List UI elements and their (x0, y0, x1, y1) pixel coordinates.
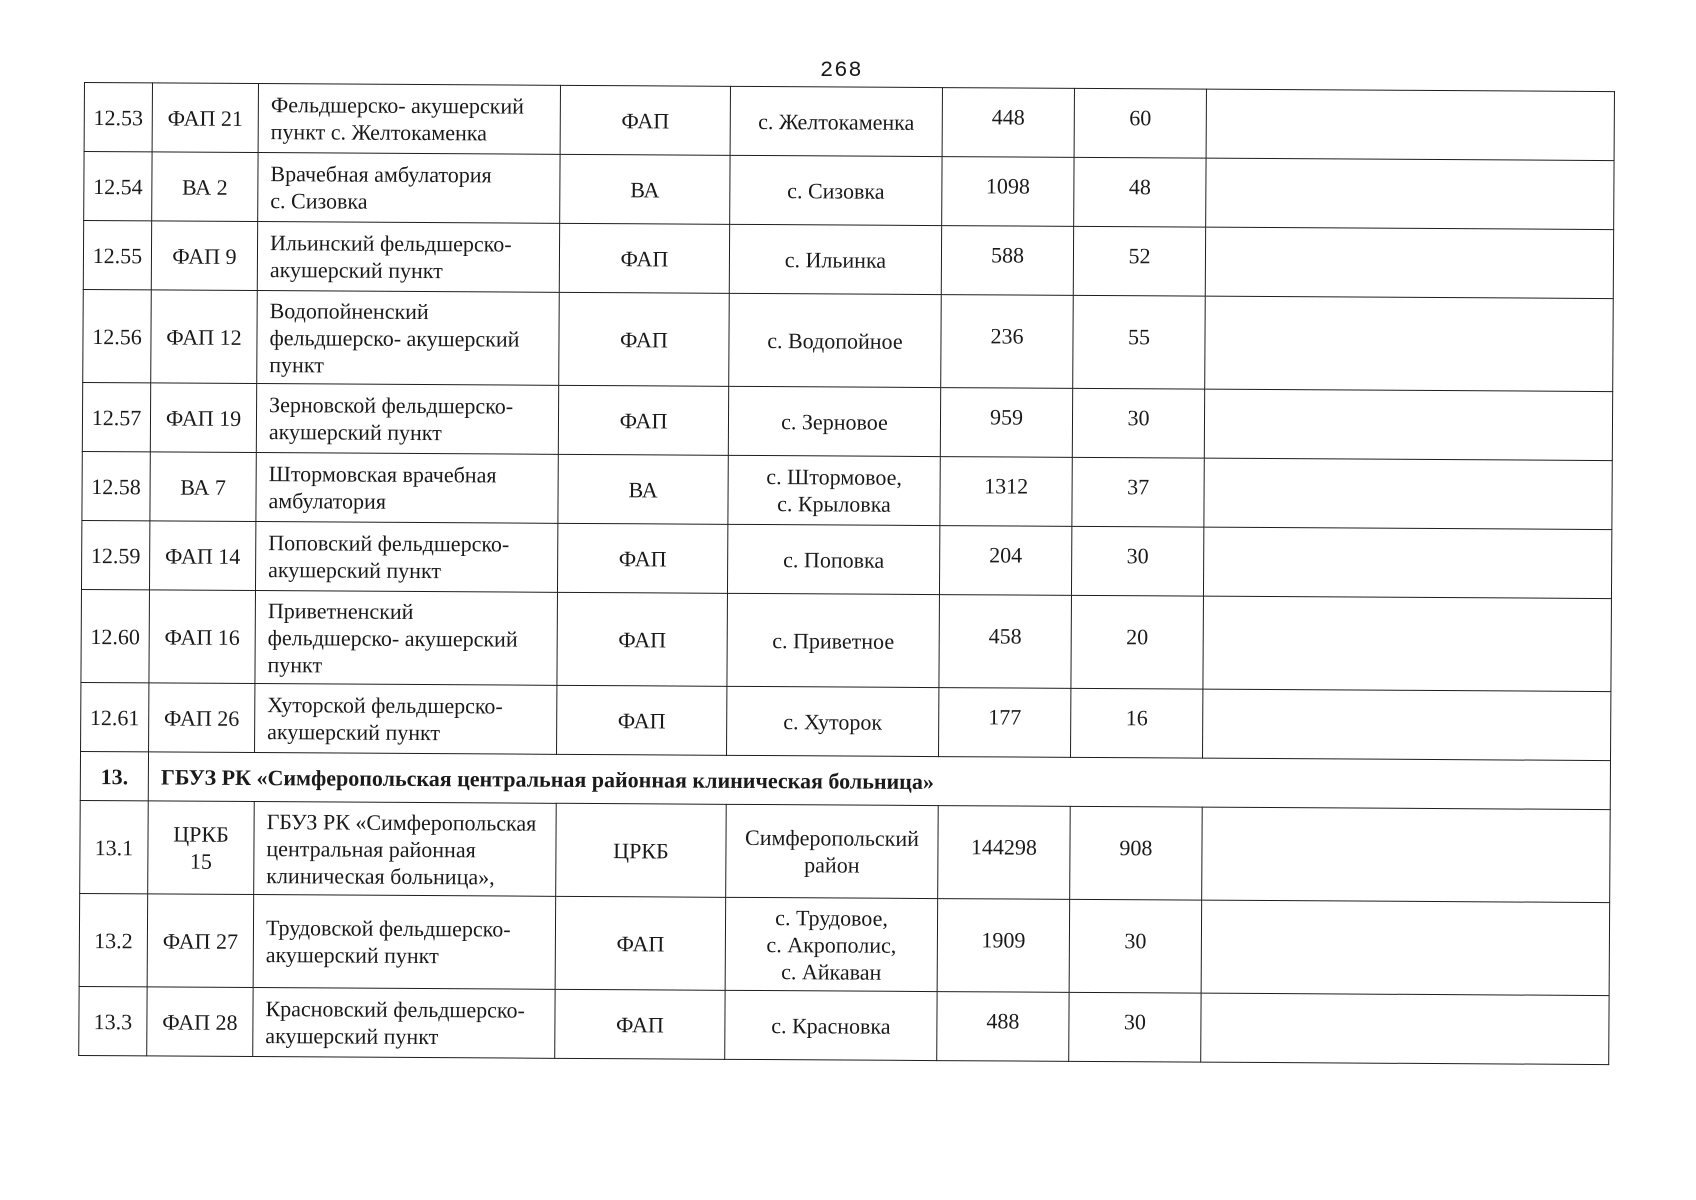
staff-count (1071, 595, 1204, 689)
staff-count-text: 16 (1125, 704, 1148, 730)
staff-count-text: 52 (1128, 242, 1151, 268)
table-row (79, 893, 1610, 995)
population (941, 295, 1074, 389)
facility-code-text: ФАП 16 (164, 623, 240, 650)
row-number (84, 152, 152, 221)
settlement (728, 455, 940, 525)
facility-code-text: ФАП 12 (166, 323, 242, 350)
settlement-line: с. Штормовое, (766, 464, 903, 490)
population-text: 488 (986, 1007, 1020, 1034)
facility-type-text: ФАП (619, 407, 668, 433)
population (937, 992, 1069, 1062)
settlement-line: с. Крыловка (777, 491, 891, 517)
facility-type (558, 454, 728, 524)
facility-code (152, 152, 258, 222)
row-number (79, 986, 147, 1055)
population (937, 899, 1070, 993)
facility-name-line: амбулатория (268, 488, 387, 514)
table-row (84, 152, 1614, 230)
settlement (729, 293, 942, 387)
facility-name-line: Водопойненский (269, 297, 429, 324)
facility-code (151, 290, 258, 384)
population-text: 448 (991, 103, 1025, 130)
facility-type (559, 223, 729, 293)
facility-type-text: ВА (630, 176, 660, 202)
facility-code (150, 452, 256, 522)
section-number-text: 13. (100, 763, 129, 789)
facility-name-line: Зерновской фельдшерско- (269, 392, 514, 419)
staff-count (1069, 992, 1201, 1062)
staff-count (1073, 295, 1206, 389)
note-cell (1205, 296, 1614, 391)
staff-count (1071, 688, 1203, 758)
staff-count (1071, 526, 1203, 596)
settlement-line: с. Красновка (771, 1012, 891, 1039)
facility-name-line: Поповский фельдшерско- (268, 530, 510, 557)
note-cell (1201, 993, 1609, 1064)
page-number: 268 (820, 58, 863, 83)
staff-count (1074, 157, 1206, 227)
facility-type-text: ФАП (621, 107, 670, 133)
settlement-line: с. Ильинка (784, 246, 887, 273)
row-number (81, 520, 149, 589)
row-number (82, 382, 150, 451)
facility-name-line: акушерский пункт (268, 557, 442, 584)
facility-name (255, 522, 557, 593)
facility-code (149, 521, 255, 591)
facility-name-line: акушерский пункт (265, 942, 439, 969)
facility-code (151, 221, 257, 291)
settlement-line: с. Водопойное (767, 327, 903, 354)
staff-count-text: 55 (1127, 323, 1151, 349)
row-number-text: 12.58 (91, 473, 141, 499)
facility-name (256, 384, 558, 455)
note-cell (1204, 389, 1612, 460)
facility-name-line: акушерский пункт (268, 419, 442, 446)
facility-type (557, 523, 727, 593)
settlement-line: с. Айкаван (781, 958, 882, 985)
staff-count (1072, 457, 1204, 527)
facility-type (555, 989, 725, 1059)
population-text: 959 (989, 403, 1024, 430)
facility-type-text: ФАП (618, 545, 667, 571)
note-cell (1201, 900, 1610, 995)
facility-name-line: пункт (269, 351, 324, 377)
row-number-text: 12.60 (90, 623, 141, 649)
population (939, 526, 1071, 596)
facility-type-text: ФАП (618, 626, 667, 652)
facility-code (148, 801, 255, 895)
note-cell (1203, 689, 1611, 760)
staff-count-text: 30 (1123, 1008, 1147, 1034)
facility-code-line: ФАП 28 (162, 1008, 238, 1035)
row-number (84, 83, 152, 152)
population-text: 1909 (981, 926, 1026, 953)
note-cell (1203, 596, 1612, 691)
facility-name (257, 291, 560, 386)
table-row (84, 83, 1614, 161)
settlement (729, 224, 941, 294)
note-cell (1206, 89, 1614, 160)
facility-name-line: Трудовской фельдшерско- (265, 915, 511, 942)
facility-code-text: ФАП 14 (164, 542, 241, 569)
settlement-line: с. Зерновое (781, 408, 888, 435)
settlement (725, 897, 938, 991)
row-number-text: 12.55 (92, 242, 143, 268)
settlement-line: с. Желтокаменка (758, 108, 915, 135)
facility-name-line: Красновский фельдшерско- (265, 996, 525, 1023)
section-title (148, 752, 1610, 810)
facility-type-text: ЦРКБ (613, 837, 669, 863)
row-number-text: 12.56 (92, 323, 142, 349)
row-number-text: 12.54 (93, 173, 143, 199)
row-number (81, 682, 149, 751)
facility-type (557, 685, 727, 755)
row-number (81, 589, 150, 682)
population (939, 688, 1071, 758)
row-number-text: 13.3 (93, 1008, 133, 1034)
table-body (79, 83, 1615, 1065)
settlement (727, 593, 940, 687)
facility-name-line: фельдшерско- акушерский (269, 324, 520, 352)
note-cell (1203, 527, 1611, 598)
facility-name-line: Хуторской фельдшерско- (267, 692, 503, 719)
staff-count (1069, 899, 1202, 993)
staff-count-text: 20 (1126, 623, 1149, 649)
row-number-text: 12.57 (91, 404, 142, 430)
table-row (79, 986, 1609, 1064)
facility-code (147, 987, 253, 1057)
facility-code-text: ФАП 21 (167, 104, 244, 131)
facility-type (558, 385, 728, 455)
facility-name-line: пункт (267, 651, 323, 677)
settlement (727, 524, 939, 594)
facilities-table (78, 82, 1615, 1065)
population-text: 204 (989, 541, 1023, 568)
facility-name (257, 222, 559, 293)
facility-name-line: акушерский пункт (267, 719, 441, 746)
facility-type-text: ФАП (615, 1011, 664, 1037)
facility-code-line: ФАП 27 (162, 927, 239, 954)
note-cell (1204, 458, 1612, 529)
facility-name (258, 84, 560, 155)
facility-name-line: Штормовская врачебная (268, 461, 497, 488)
population (939, 595, 1072, 689)
section-number (80, 751, 148, 800)
staff-count (1072, 388, 1204, 458)
facility-code (150, 383, 256, 453)
facility-type (555, 896, 726, 990)
row-number (82, 451, 150, 520)
population-text: 458 (988, 622, 1022, 649)
table-row (81, 520, 1611, 598)
facility-code-text: ФАП 26 (164, 704, 240, 731)
settlement (726, 804, 939, 898)
staff-count-text: 30 (1126, 542, 1149, 568)
table-row (83, 289, 1614, 391)
facility-name-line: акушерский пункт (269, 257, 443, 284)
settlement (727, 686, 939, 756)
facility-name (254, 802, 557, 897)
facility-type (559, 292, 730, 386)
table-row (80, 800, 1611, 902)
staff-count-text: 37 (1127, 473, 1150, 499)
row-number-text: 12.59 (90, 542, 141, 568)
settlement (725, 990, 937, 1060)
settlement-line: с. Трудовое, (775, 904, 888, 931)
settlement-line: с. Приветное (772, 627, 895, 654)
settlement-line: район (804, 852, 860, 878)
settlement (728, 386, 940, 456)
facility-name (253, 988, 555, 1059)
row-number (79, 893, 148, 986)
population (942, 88, 1074, 158)
facility-code-text: ВА 7 (180, 474, 227, 500)
staff-count-text: 30 (1127, 404, 1150, 430)
staff-count-text: 48 (1128, 173, 1151, 199)
facility-type (560, 85, 730, 155)
note-cell (1205, 227, 1613, 298)
facility-type-text: ФАП (616, 930, 665, 956)
facility-type-text: ФАП (620, 245, 669, 271)
facility-code (147, 894, 254, 988)
settlement-line: с. Поповка (783, 546, 885, 573)
staff-count (1074, 88, 1206, 158)
facility-name (258, 153, 560, 224)
facility-name-line: пункт с. Желтокаменка (270, 119, 487, 146)
facilities-table-wrap (78, 82, 1614, 1065)
facility-name-line: центральная районная (266, 835, 476, 862)
settlement-line: Симферопольский (745, 824, 920, 851)
population-text: 1312 (984, 472, 1029, 499)
row-number (83, 289, 152, 382)
facility-code (149, 683, 255, 753)
table-row (82, 451, 1612, 529)
settlement (730, 155, 942, 225)
settlement-line: с. Хуторок (783, 708, 883, 735)
settlement-line: с. Акрополис, (766, 931, 897, 958)
settlement-line: с. Сизовка (787, 177, 885, 204)
population-text: 236 (990, 322, 1024, 349)
facility-type (557, 592, 728, 686)
facility-code (149, 590, 256, 684)
facility-name-line: акушерский пункт (265, 1023, 439, 1050)
facility-code-line: 15 (189, 848, 212, 874)
population (941, 226, 1073, 296)
facility-name (255, 684, 557, 755)
population (940, 457, 1072, 527)
table-row (81, 682, 1611, 760)
facility-name-line: ГБУЗ РК «Симферопольская (266, 808, 537, 836)
table-row (81, 589, 1612, 691)
settlement (730, 86, 942, 156)
staff-count-text: 60 (1129, 104, 1152, 130)
table-row (82, 382, 1612, 460)
population (940, 388, 1072, 458)
note-cell (1206, 158, 1614, 229)
facility-name-line: Фельдшерско- акушерский (270, 92, 525, 119)
facility-code-text: ФАП 9 (172, 243, 237, 269)
staff-count-text: 30 (1124, 927, 1147, 953)
population-text: 1098 (985, 172, 1030, 199)
facility-type-text: ФАП (617, 707, 666, 733)
staff-count-text: 908 (1119, 834, 1153, 860)
population-text: 588 (990, 241, 1025, 268)
facility-type (560, 154, 730, 224)
row-number (83, 221, 151, 290)
facility-name-line: фельдшерско- акушерский (267, 624, 518, 652)
facility-name (256, 453, 558, 524)
staff-count (1073, 226, 1205, 296)
facility-code-line: ЦРКБ (173, 821, 229, 847)
section-title-text: ГБУЗ РК «Симферопольская центральная районная клиническая больница» (160, 763, 934, 794)
population (942, 157, 1074, 227)
facility-name (253, 895, 556, 990)
row-number-text: 12.53 (93, 104, 144, 130)
population (938, 806, 1071, 900)
section-header-row (80, 751, 1610, 809)
facility-code-text: ФАП 19 (165, 404, 242, 431)
facility-name-line: клиническая больница», (266, 862, 495, 889)
facility-type (556, 803, 727, 897)
population-text: 144298 (970, 833, 1038, 860)
facility-code-text: ВА 2 (181, 174, 228, 200)
facility-name-line: с. Сизовка (270, 188, 368, 214)
facility-type-text: ВА (628, 476, 658, 502)
facility-name (255, 591, 558, 686)
facility-name-line: Врачебная амбулатория (270, 161, 492, 188)
facility-name-line: Ильинский фельдшерско- (269, 230, 512, 257)
row-number-text: 12.61 (89, 704, 140, 730)
facility-name-line: Приветненский (267, 597, 414, 624)
staff-count (1070, 806, 1203, 900)
population-text: 177 (988, 703, 1022, 730)
row-number-text: 13.1 (94, 834, 134, 860)
facility-code (152, 83, 258, 153)
table-row (83, 221, 1613, 299)
row-number-text: 13.2 (94, 927, 133, 953)
note-cell (1202, 807, 1611, 902)
facility-type-text: ФАП (620, 326, 668, 352)
row-number (80, 800, 149, 893)
